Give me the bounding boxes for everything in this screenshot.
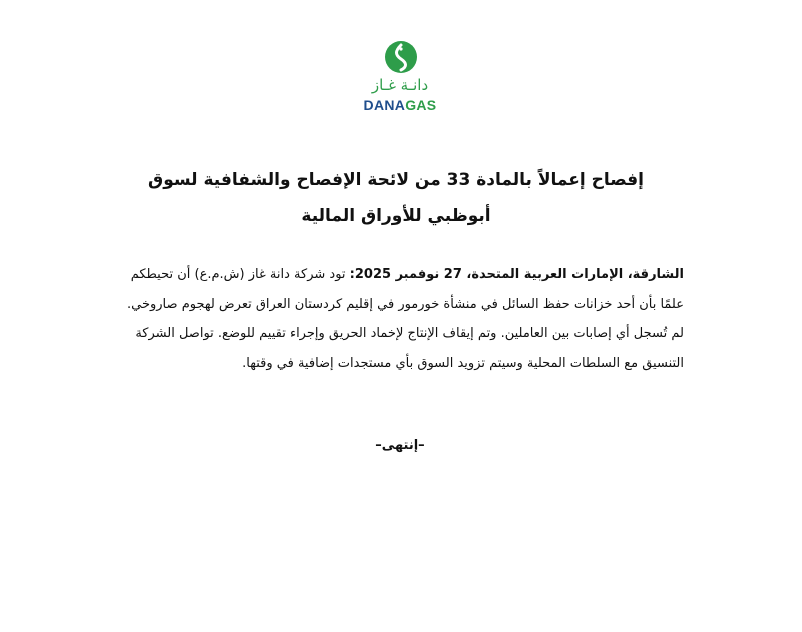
- document-title: إفصاح إعمالاً بالمادة 33 من لائحة الإفصاح والشفافية لسوق أبوظبي للأوراق المالية: [148, 170, 644, 226]
- body-paragraph: تود شركة دانة غاز (ش.م.ع) أن تحيطكم علمًا بأن أحد خزانات حفظ السائل في منشأة خورمور في إقليم كردستان العراق تعرض لهجوم صاروخي. لم تُسجل أي إصابات بين العاملين. وتم إيقاف الإنتاج لإخماد الحريق وإجراء تقييم للوضع. تواصل الشركة التنسيق مع السلطات المحلية وسيتم تزويد السوق بأي مستجدات إضافية في وقتها.: [127, 267, 684, 371]
- company-logo: [350, 40, 450, 120]
- dateline: الشارقة، الإمارات العربية المتحدة، 27 نوفمبر 2025:: [349, 267, 684, 282]
- logo-latin-dana: DANA: [363, 97, 406, 113]
- end-mark: –إنتهى–: [375, 438, 425, 453]
- logo-latin-gas: GAS: [405, 97, 437, 113]
- logo-arabic-name: دانـة غـاز: [371, 76, 429, 94]
- dana-gas-drop-icon: [384, 40, 418, 74]
- logo-latin-name: [350, 96, 450, 114]
- document-body: [118, 260, 684, 378]
